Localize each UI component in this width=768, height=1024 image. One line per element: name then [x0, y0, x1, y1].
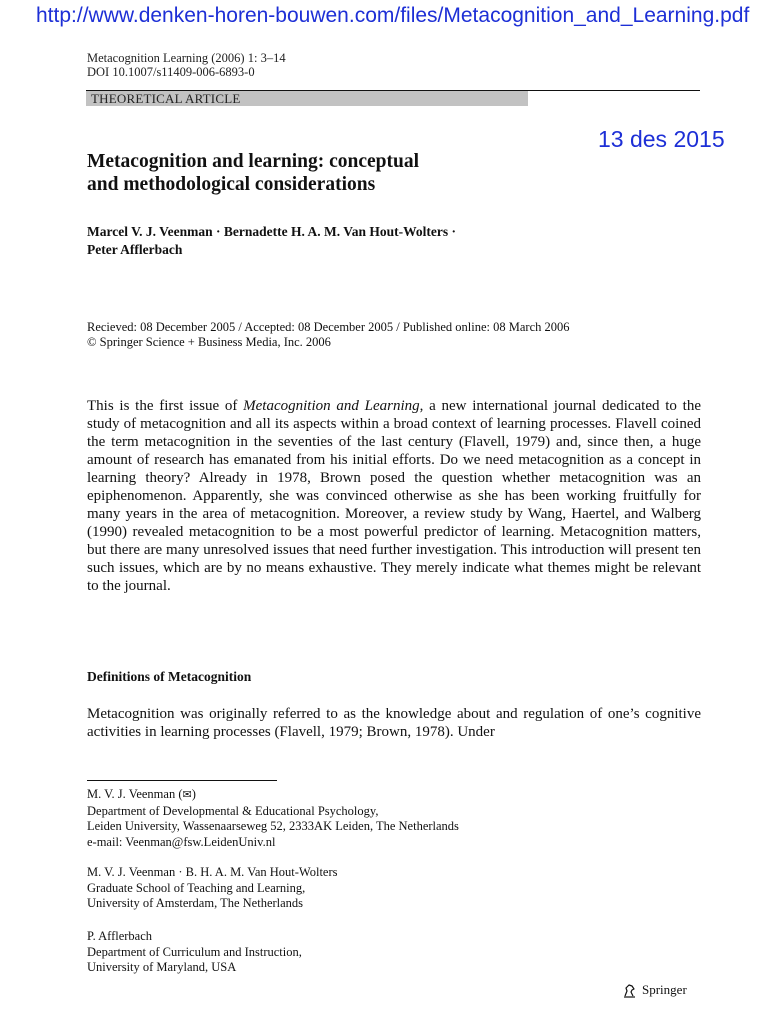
date-annotation: 13 des 2015: [598, 126, 725, 152]
publisher-name: Springer: [642, 982, 687, 997]
springer-horse-icon: [622, 983, 638, 999]
affiliation-name-line: [87, 787, 647, 804]
copyright: © Springer Science + Business Media, Inc. 2006: [87, 335, 331, 349]
publisher-mark: [622, 982, 687, 999]
authors: [87, 223, 607, 259]
article-type: THEORETICAL ARTICLE: [91, 91, 241, 106]
affiliation-dept: Department of Curriculum and Instruction,: [87, 944, 302, 959]
affiliation-dept: Department of Developmental & Educational Psychology,: [87, 803, 379, 818]
journal-citation: [87, 51, 286, 79]
affiliation-address: University of Amsterdam, The Netherlands: [87, 896, 304, 910]
intro-text-start: This is the first issue of: [87, 398, 244, 414]
history-dates: Recieved: 08 December 2005 / Accepted: 08 December 2005 / Published online: 08 March 2006: [87, 320, 570, 334]
journal-name: Metacognition and Learning: [243, 398, 420, 414]
title-line-1: Metacognition and learning: conceptual: [87, 151, 420, 172]
affiliation-veenman: [87, 787, 647, 850]
journal-line: Metacognition Learning (2006) 1: 3–14: [87, 51, 286, 65]
section-heading: Definitions of Metacognition: [87, 669, 252, 684]
affiliation-amsterdam: [87, 865, 647, 912]
affiliation-name: M. V. J. Veenman (: [87, 787, 183, 801]
affiliation-dept: Graduate School of Teaching and Learning,: [87, 880, 306, 895]
affiliation-names: M. V. J. Veenman · B. H. A. M. Van Hout-Wolters: [87, 865, 338, 879]
article-title: [87, 150, 567, 196]
affiliation-email[interactable]: e-mail: Veenman@fsw.LeidenUniv.nl: [87, 834, 276, 849]
footnote-rule: [87, 780, 277, 781]
intro-text-rest: , a new international journal dedicated to the study of metacognition and all its aspects within a broad context of learning processes. Flavell coined the term metacognition in the seventies of the last century (Flavell, 1979) and, since then, a huge amount of research has emanated from his initial efforts. Do we need metacognition as a concept in learning theory? Already in 1978, Brown posed the question whether metacognition was an epiphenomenon. Apparently, she was convinced otherwise as she has been working fruitfully for many years in the area of metacognition. Moreover, a review study by Wang, Haertel, and Walberg (1990) revealed metacognition to be a most powerful predictor of learning. Metacognition matters, but there are many unresolved issues that need further investigation. This introduction will present ten such issues, which are by no means exhaustive. They merely indicate what themes might be relevant to the journal.: [87, 398, 701, 594]
doi: DOI 10.1007/s11409-006-6893-0: [87, 65, 255, 79]
intro-paragraph: [87, 397, 701, 595]
envelope-icon: ✉: [182, 789, 192, 801]
affiliation-address: University of Maryland, USA: [87, 960, 237, 974]
affiliation-address: Leiden University, Wassenaarseweg 52, 2333AK Leiden, The Netherlands: [87, 819, 459, 833]
definitions-paragraph: Metacognition was originally referred to as the knowledge about and regulation of one’s cognitive activities in learning processes (Flavell, 1979; Brown, 1978). Under: [87, 706, 701, 740]
authors-line-1: Marcel V. J. Veenman · Bernadette H. A. M. Van Hout-Wolters ·: [87, 224, 456, 239]
affiliation-afflerbach: [87, 929, 647, 976]
publication-history: [87, 320, 707, 350]
affiliation-name-close: ): [191, 787, 196, 801]
authors-line-2: Peter Afflerbach: [87, 242, 183, 257]
title-line-2: and methodological considerations: [87, 174, 376, 195]
affiliation-name: P. Afflerbach: [87, 929, 153, 943]
source-url-annotation[interactable]: http://www.denken-horen-bouwen.com/files/Metacognition_and_Learning.pdf: [36, 4, 750, 27]
